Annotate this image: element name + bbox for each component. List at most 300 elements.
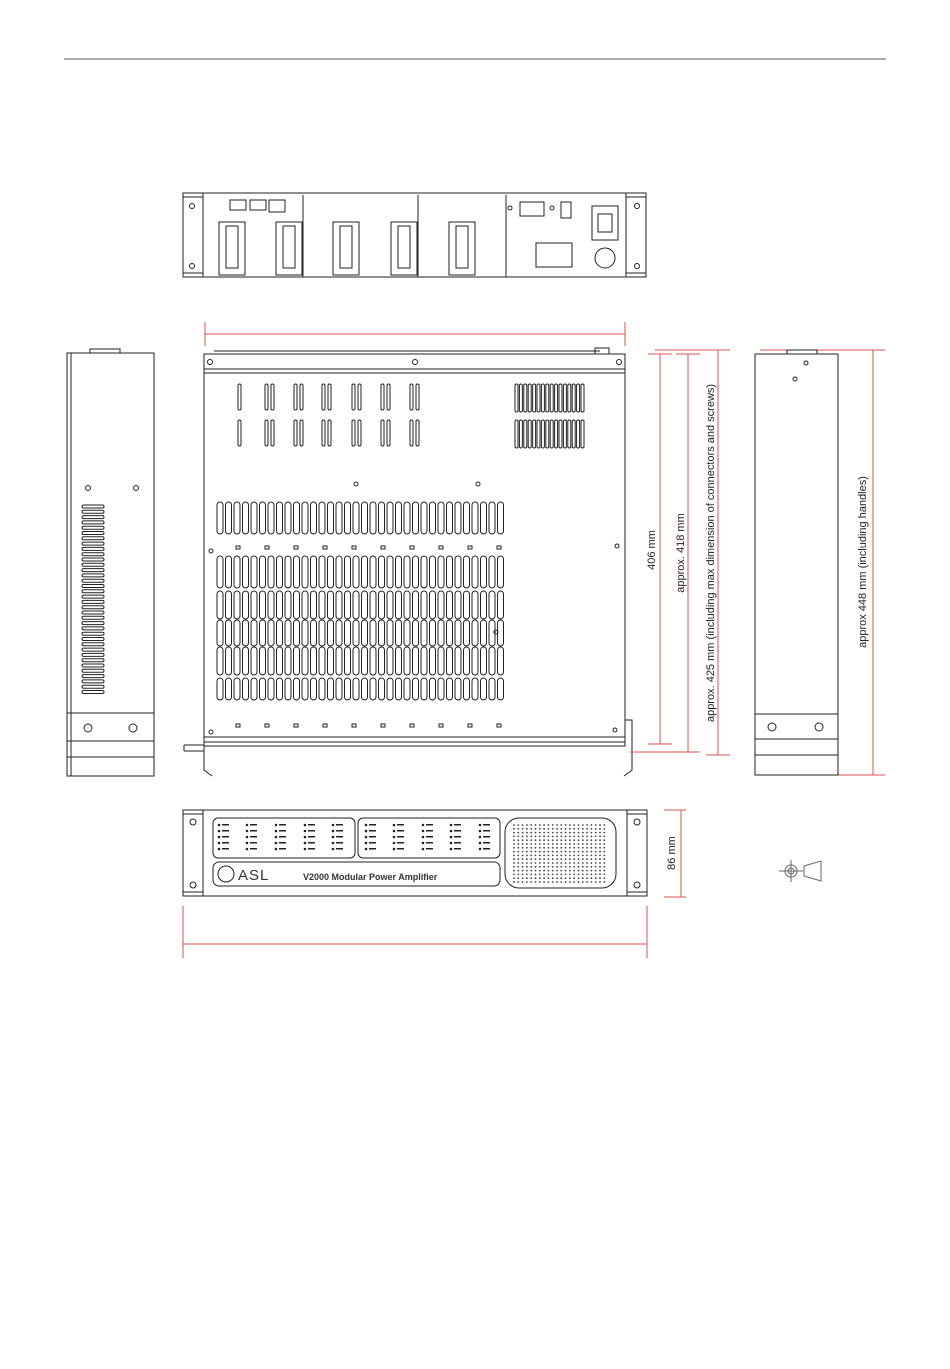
vent-slot [410, 420, 413, 446]
vent-slot [396, 556, 402, 588]
grille-hole [565, 870, 567, 872]
grille-hole [513, 866, 515, 868]
grille-hole [582, 836, 584, 838]
led-label-mark [308, 824, 315, 826]
grille-hole [530, 855, 532, 857]
rivet [236, 546, 240, 549]
vent-slot [396, 647, 402, 675]
grille-hole [552, 862, 554, 864]
grille-hole [539, 881, 541, 883]
grille-hole [526, 832, 528, 834]
vent-slot [430, 556, 436, 588]
vent-slot [381, 384, 384, 410]
rivet [468, 546, 472, 549]
vent-slot [82, 590, 104, 593]
led-indicator [218, 824, 221, 827]
grille-hole [535, 839, 537, 841]
led-label-mark [483, 848, 490, 850]
vent-slot [345, 647, 351, 675]
vent-slot [82, 516, 104, 519]
grille-hole [517, 824, 519, 826]
vent-slot [515, 420, 518, 448]
grille-hole [522, 847, 524, 849]
vent-slot [387, 678, 393, 700]
vent-slot [421, 591, 427, 619]
led-label-mark [483, 842, 490, 844]
rivet [381, 546, 385, 549]
top-width-dimension [205, 322, 625, 346]
led-label-mark [454, 848, 461, 850]
vent-slot [524, 384, 527, 412]
grille-hole [603, 847, 605, 849]
vent-slot [294, 420, 297, 446]
grille-hole [535, 866, 537, 868]
grille-hole [586, 862, 588, 864]
vent-slot [381, 420, 384, 446]
grille-hole [548, 877, 550, 879]
vent-slot [447, 678, 453, 700]
grille-hole [603, 824, 605, 826]
grille-hole [530, 828, 532, 830]
grille-hole [535, 843, 537, 845]
grille-hole [586, 839, 588, 841]
depth-406-label: 406 mm [646, 530, 658, 570]
led-indicator [275, 848, 278, 851]
grille-hole [539, 839, 541, 841]
vent-slot [302, 647, 308, 675]
grille-hole [543, 870, 545, 872]
led-label-mark [369, 836, 376, 838]
grille-hole [522, 828, 524, 830]
grille-hole [599, 843, 601, 845]
led-indicator [393, 824, 396, 827]
vent-slot [515, 384, 518, 412]
grille-hole [548, 828, 550, 830]
grille-hole [548, 881, 550, 883]
grille-hole [522, 881, 524, 883]
vent-slot [345, 591, 351, 619]
vent-slot [464, 556, 470, 588]
vent-slot [82, 638, 104, 641]
grille-hole [578, 866, 580, 868]
vent-slot [268, 647, 274, 675]
grille-hole [582, 855, 584, 857]
vent-slot [404, 647, 410, 675]
grille-hole [539, 824, 541, 826]
vent-slot [438, 620, 444, 646]
vent-slot [472, 556, 478, 588]
grille-hole [603, 855, 605, 857]
grille-hole [552, 824, 554, 826]
led-indicator [304, 830, 307, 833]
led-indicator [332, 848, 335, 851]
grille-hole [560, 851, 562, 853]
grille-hole [522, 858, 524, 860]
grille-hole [591, 828, 593, 830]
vent-slot [421, 620, 427, 646]
grille-hole [530, 851, 532, 853]
grille-hole [591, 870, 593, 872]
led-indicator [422, 848, 425, 851]
grille-hole [582, 847, 584, 849]
grille-hole [569, 839, 571, 841]
vent-slot [265, 420, 268, 446]
vent-slot [498, 591, 504, 619]
grille-hole [552, 866, 554, 868]
vent-slot [421, 502, 427, 534]
grille-hole [595, 843, 597, 845]
vent-slot [379, 620, 385, 646]
led-label-mark [222, 824, 229, 826]
vent-slot [481, 502, 487, 534]
vent-slot [396, 502, 402, 534]
vent-slot [464, 502, 470, 534]
grille-hole [548, 847, 550, 849]
vent-slot [300, 384, 303, 410]
vent-slot [404, 502, 410, 534]
grille-hole [530, 836, 532, 838]
rivet [410, 546, 414, 549]
vent-slot [362, 591, 368, 619]
vent-slot [550, 384, 553, 412]
grille-hole [582, 858, 584, 860]
depth-418-label: approx. 418 mm [675, 513, 687, 593]
led-label-mark [369, 824, 376, 826]
vent-slot [498, 502, 504, 534]
led-label-mark [308, 830, 315, 832]
grille-hole [548, 836, 550, 838]
grille-hole [556, 839, 558, 841]
led-label-mark [397, 836, 404, 838]
grille-hole [517, 881, 519, 883]
vent-slot [413, 591, 419, 619]
grille-hole [599, 877, 601, 879]
grille-hole [582, 874, 584, 876]
grille-hole [591, 877, 593, 879]
vent-slot [260, 591, 266, 619]
grille-hole [548, 851, 550, 853]
vent-slot [421, 556, 427, 588]
vent-slot [82, 691, 104, 694]
grille-hole [565, 847, 567, 849]
vent-slot [277, 647, 283, 675]
grille-hole [599, 855, 601, 857]
vent-slot [430, 647, 436, 675]
depth-448-label: approx 448 mm (including handles) [857, 476, 869, 648]
led-label-mark [369, 848, 376, 850]
grille-hole [522, 843, 524, 845]
vent-slot [572, 420, 575, 448]
grille-hole [548, 832, 550, 834]
led-indicator [218, 836, 221, 839]
vent-slot [455, 556, 461, 588]
grille-hole [517, 870, 519, 872]
grille-hole [578, 847, 580, 849]
grille-hole [552, 832, 554, 834]
vent-slot [238, 384, 241, 410]
led-label-mark [454, 824, 461, 826]
vent-slot [430, 678, 436, 700]
vent-slot [277, 591, 283, 619]
grille-hole [599, 851, 601, 853]
vent-slot [353, 678, 359, 700]
grille-hole [513, 828, 515, 830]
led-indicator [479, 836, 482, 839]
top-view-vent-slots [217, 384, 584, 727]
rivet [323, 546, 327, 549]
grille-hole [539, 851, 541, 853]
vent-slot [226, 647, 232, 675]
led-label-mark [279, 824, 286, 826]
vent-slot [413, 620, 419, 646]
vent-slot [396, 620, 402, 646]
grille-hole [517, 843, 519, 845]
grille-hole [565, 855, 567, 857]
led-label-mark [279, 836, 286, 838]
grille-hole [591, 843, 593, 845]
grille-hole [548, 824, 550, 826]
led-indicator [365, 836, 368, 839]
grille-hole [560, 862, 562, 864]
vent-slot [404, 678, 410, 700]
led-indicator [450, 830, 453, 833]
grille-hole [573, 851, 575, 853]
led-label-mark [426, 824, 433, 826]
rivet [294, 546, 298, 549]
vent-slot [416, 420, 419, 446]
vent-slot [387, 420, 390, 446]
grille-hole [603, 881, 605, 883]
vent-slot [82, 659, 104, 662]
grille-hole [595, 866, 597, 868]
grille-hole [603, 874, 605, 876]
led-label-mark [222, 830, 229, 832]
vent-slot [328, 556, 334, 588]
vent-slot [413, 502, 419, 534]
height-86-label: 86 mm [666, 836, 678, 870]
vent-slot [410, 384, 413, 410]
grille-hole [560, 870, 562, 872]
vent-slot [455, 678, 461, 700]
grille-hole [569, 836, 571, 838]
vent-slot [243, 502, 249, 534]
front-dimension-lines [183, 810, 686, 958]
led-label-mark [369, 842, 376, 844]
vent-slot [568, 420, 571, 448]
vent-slot [82, 627, 104, 630]
vent-slot [311, 620, 317, 646]
grille-hole [535, 858, 537, 860]
led-label-mark [454, 830, 461, 832]
grille-hole [522, 832, 524, 834]
led-label-mark [250, 830, 257, 832]
vent-slot [379, 647, 385, 675]
vent-slot [541, 420, 544, 448]
grille-hole [526, 855, 528, 857]
rivet [439, 546, 443, 549]
vent-slot [217, 556, 223, 588]
grille-hole [556, 851, 558, 853]
grille-hole [603, 828, 605, 830]
grille-hole [586, 832, 588, 834]
grille-hole [582, 866, 584, 868]
vent-slot [546, 384, 549, 412]
vent-slot [238, 420, 241, 446]
vent-slot [234, 556, 240, 588]
vent-slot [319, 591, 325, 619]
grille-hole [548, 874, 550, 876]
grille-hole [513, 847, 515, 849]
vent-slot [319, 620, 325, 646]
grille-hole [517, 847, 519, 849]
vent-slot [226, 620, 232, 646]
grille-hole [569, 874, 571, 876]
grille-hole [552, 847, 554, 849]
vent-slot [447, 556, 453, 588]
vent-slot [336, 678, 342, 700]
grille-hole [522, 866, 524, 868]
grille-hole [578, 870, 580, 872]
grille-hole [522, 855, 524, 857]
grille-hole [586, 858, 588, 860]
vent-slot [404, 591, 410, 619]
vent-slot [362, 620, 368, 646]
left-side-vents [82, 505, 104, 694]
grille-hole [535, 881, 537, 883]
vent-slot [455, 502, 461, 534]
vent-slot [370, 591, 376, 619]
grille-hole [535, 836, 537, 838]
rivet [497, 546, 501, 549]
led-indicator [304, 824, 307, 827]
vent-slot [404, 620, 410, 646]
grille-hole [582, 839, 584, 841]
grille-hole [586, 828, 588, 830]
grille-hole [573, 839, 575, 841]
led-label-mark [222, 842, 229, 844]
vent-slot [362, 678, 368, 700]
vent-slot [396, 678, 402, 700]
grille-hole [526, 870, 528, 872]
grille-hole [530, 858, 532, 860]
led-label-mark [426, 836, 433, 838]
vent-slot [546, 420, 549, 448]
led-indicator [304, 842, 307, 845]
vent-slot [268, 502, 274, 534]
led-indicator [479, 824, 482, 827]
grille-hole [573, 858, 575, 860]
grille-hole [573, 843, 575, 845]
vent-slot [300, 420, 303, 446]
led-indicator [332, 830, 335, 833]
vent-slot [416, 384, 419, 410]
led-indicator [332, 836, 335, 839]
vent-slot [294, 678, 300, 700]
grille-hole [526, 874, 528, 876]
vent-slot [581, 384, 584, 412]
vent-slot [336, 591, 342, 619]
grille-hole [603, 836, 605, 838]
left-side-view [67, 349, 154, 776]
led-label-mark [308, 848, 315, 850]
vent-slot [498, 678, 504, 700]
led-label-mark [397, 824, 404, 826]
grille-hole [582, 843, 584, 845]
vent-slot [577, 420, 580, 448]
grille-hole [522, 836, 524, 838]
led-label-mark [397, 830, 404, 832]
grille-hole [573, 855, 575, 857]
grille-hole [530, 839, 532, 841]
grille-hole [543, 881, 545, 883]
vent-slot [362, 556, 368, 588]
vent-slot [438, 502, 444, 534]
vent-slot [379, 591, 385, 619]
vent-slot [568, 384, 571, 412]
grille-hole [530, 874, 532, 876]
vent-slot [328, 620, 334, 646]
grille-hole [560, 881, 562, 883]
grille-hole [552, 851, 554, 853]
grille-hole [565, 877, 567, 879]
vent-slot [82, 585, 104, 588]
vent-slot [82, 542, 104, 545]
vent-slot [294, 591, 300, 619]
vent-slot [353, 502, 359, 534]
grille-hole [582, 870, 584, 872]
vent-slot [489, 647, 495, 675]
vent-slot [285, 502, 291, 534]
vent-slot [302, 556, 308, 588]
vent-slot [447, 591, 453, 619]
grille-hole [560, 847, 562, 849]
led-label-mark [279, 830, 286, 832]
led-indicator [275, 836, 278, 839]
vent-slot [328, 420, 331, 446]
vent-slot [421, 647, 427, 675]
vent-slot [362, 647, 368, 675]
vent-slot [489, 502, 495, 534]
vent-slot [243, 647, 249, 675]
grille-hole [530, 862, 532, 864]
vent-slot [82, 563, 104, 566]
vent-slot [82, 569, 104, 572]
vent-slot [528, 420, 531, 448]
grille-hole [556, 866, 558, 868]
grille-hole [578, 824, 580, 826]
vent-slot [472, 678, 478, 700]
vent-slot [268, 556, 274, 588]
grille-hole [535, 828, 537, 830]
grille-hole [591, 874, 593, 876]
vent-slot [559, 384, 562, 412]
vent-slot [430, 620, 436, 646]
depth-dimension-lines [630, 350, 885, 775]
vent-slot [379, 678, 385, 700]
grille-hole [599, 858, 601, 860]
grille-hole [517, 858, 519, 860]
led-indicator [246, 830, 249, 833]
vent-slot [464, 591, 470, 619]
grille-hole [556, 828, 558, 830]
vent-slot [430, 591, 436, 619]
rivet [410, 724, 414, 727]
grille-hole [565, 858, 567, 860]
vent-slot [345, 678, 351, 700]
vent-slot [234, 647, 240, 675]
grille-hole [603, 858, 605, 860]
vent-slot [82, 526, 104, 529]
